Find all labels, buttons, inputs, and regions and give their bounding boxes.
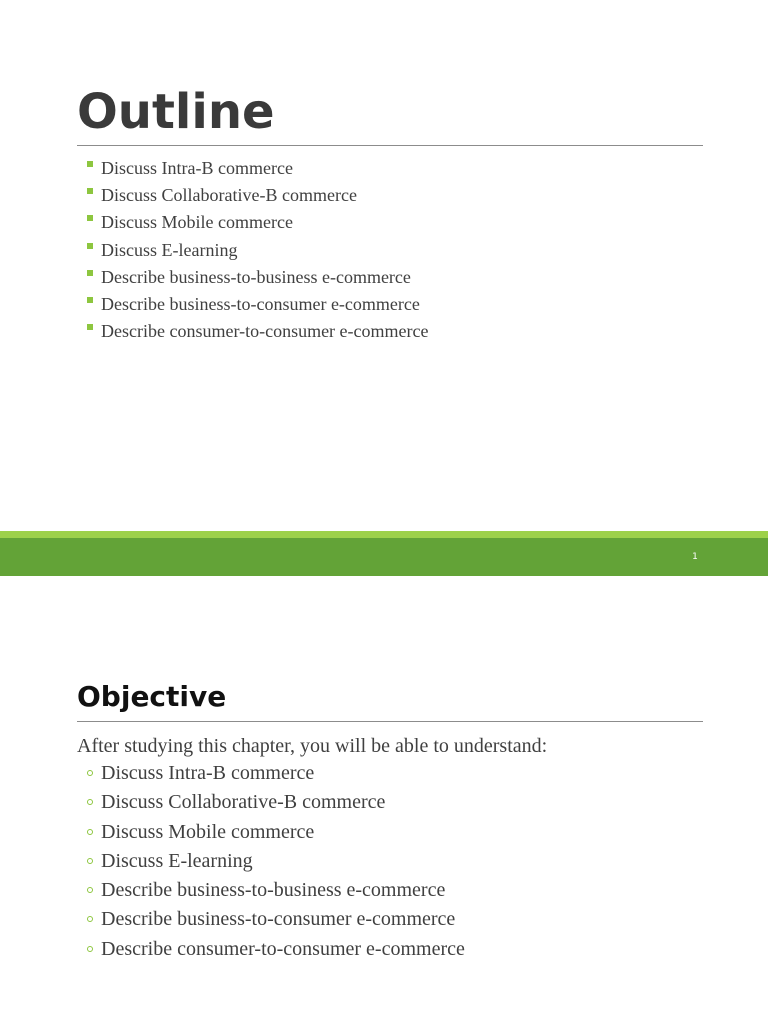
footer-highlight-bar	[0, 531, 768, 538]
list-item: Discuss E-learning	[86, 237, 429, 264]
square-bullet-icon	[87, 161, 93, 167]
list-item: Discuss Mobile commerce	[86, 209, 429, 236]
square-bullet-icon	[87, 243, 93, 249]
list-item: Describe consumer-to-consumer e-commerce	[86, 935, 465, 964]
circle-bullet-icon	[87, 887, 93, 893]
footer-bar	[0, 538, 768, 576]
list-item: Describe consumer-to-consumer e-commerce	[86, 318, 429, 345]
list-item: Describe business-to-consumer e-commerce	[86, 291, 429, 318]
list-item: Describe business-to-business e-commerce	[86, 264, 429, 291]
list-item: Discuss Mobile commerce	[86, 818, 465, 847]
square-bullet-icon	[87, 297, 93, 303]
list-item: Discuss Collaborative-B commerce	[86, 182, 429, 209]
list-item: Describe business-to-consumer e-commerce	[86, 905, 465, 934]
page-number: 1	[692, 552, 698, 562]
objective-slide	[0, 576, 768, 1024]
outline-list	[86, 155, 429, 345]
intro-text: After studying this chapter, you will be able to understand:	[77, 735, 548, 757]
list-item: Discuss Collaborative-B commerce	[86, 788, 465, 817]
slide-title: Objective	[77, 680, 227, 713]
square-bullet-icon	[87, 215, 93, 221]
list-item: Discuss Intra-B commerce	[86, 155, 429, 182]
square-bullet-icon	[87, 324, 93, 330]
list-item: Discuss E-learning	[86, 847, 465, 876]
square-bullet-icon	[87, 188, 93, 194]
circle-bullet-icon	[87, 946, 93, 952]
title-divider	[77, 145, 703, 146]
square-bullet-icon	[87, 270, 93, 276]
slide-title: Outline	[77, 84, 275, 140]
circle-bullet-icon	[87, 916, 93, 922]
circle-bullet-icon	[87, 858, 93, 864]
list-item: Discuss Intra-B commerce	[86, 759, 465, 788]
circle-bullet-icon	[87, 770, 93, 776]
list-item: Describe business-to-business e-commerce	[86, 876, 465, 905]
title-divider	[77, 721, 703, 722]
objective-list	[86, 759, 465, 964]
circle-bullet-icon	[87, 799, 93, 805]
circle-bullet-icon	[87, 829, 93, 835]
